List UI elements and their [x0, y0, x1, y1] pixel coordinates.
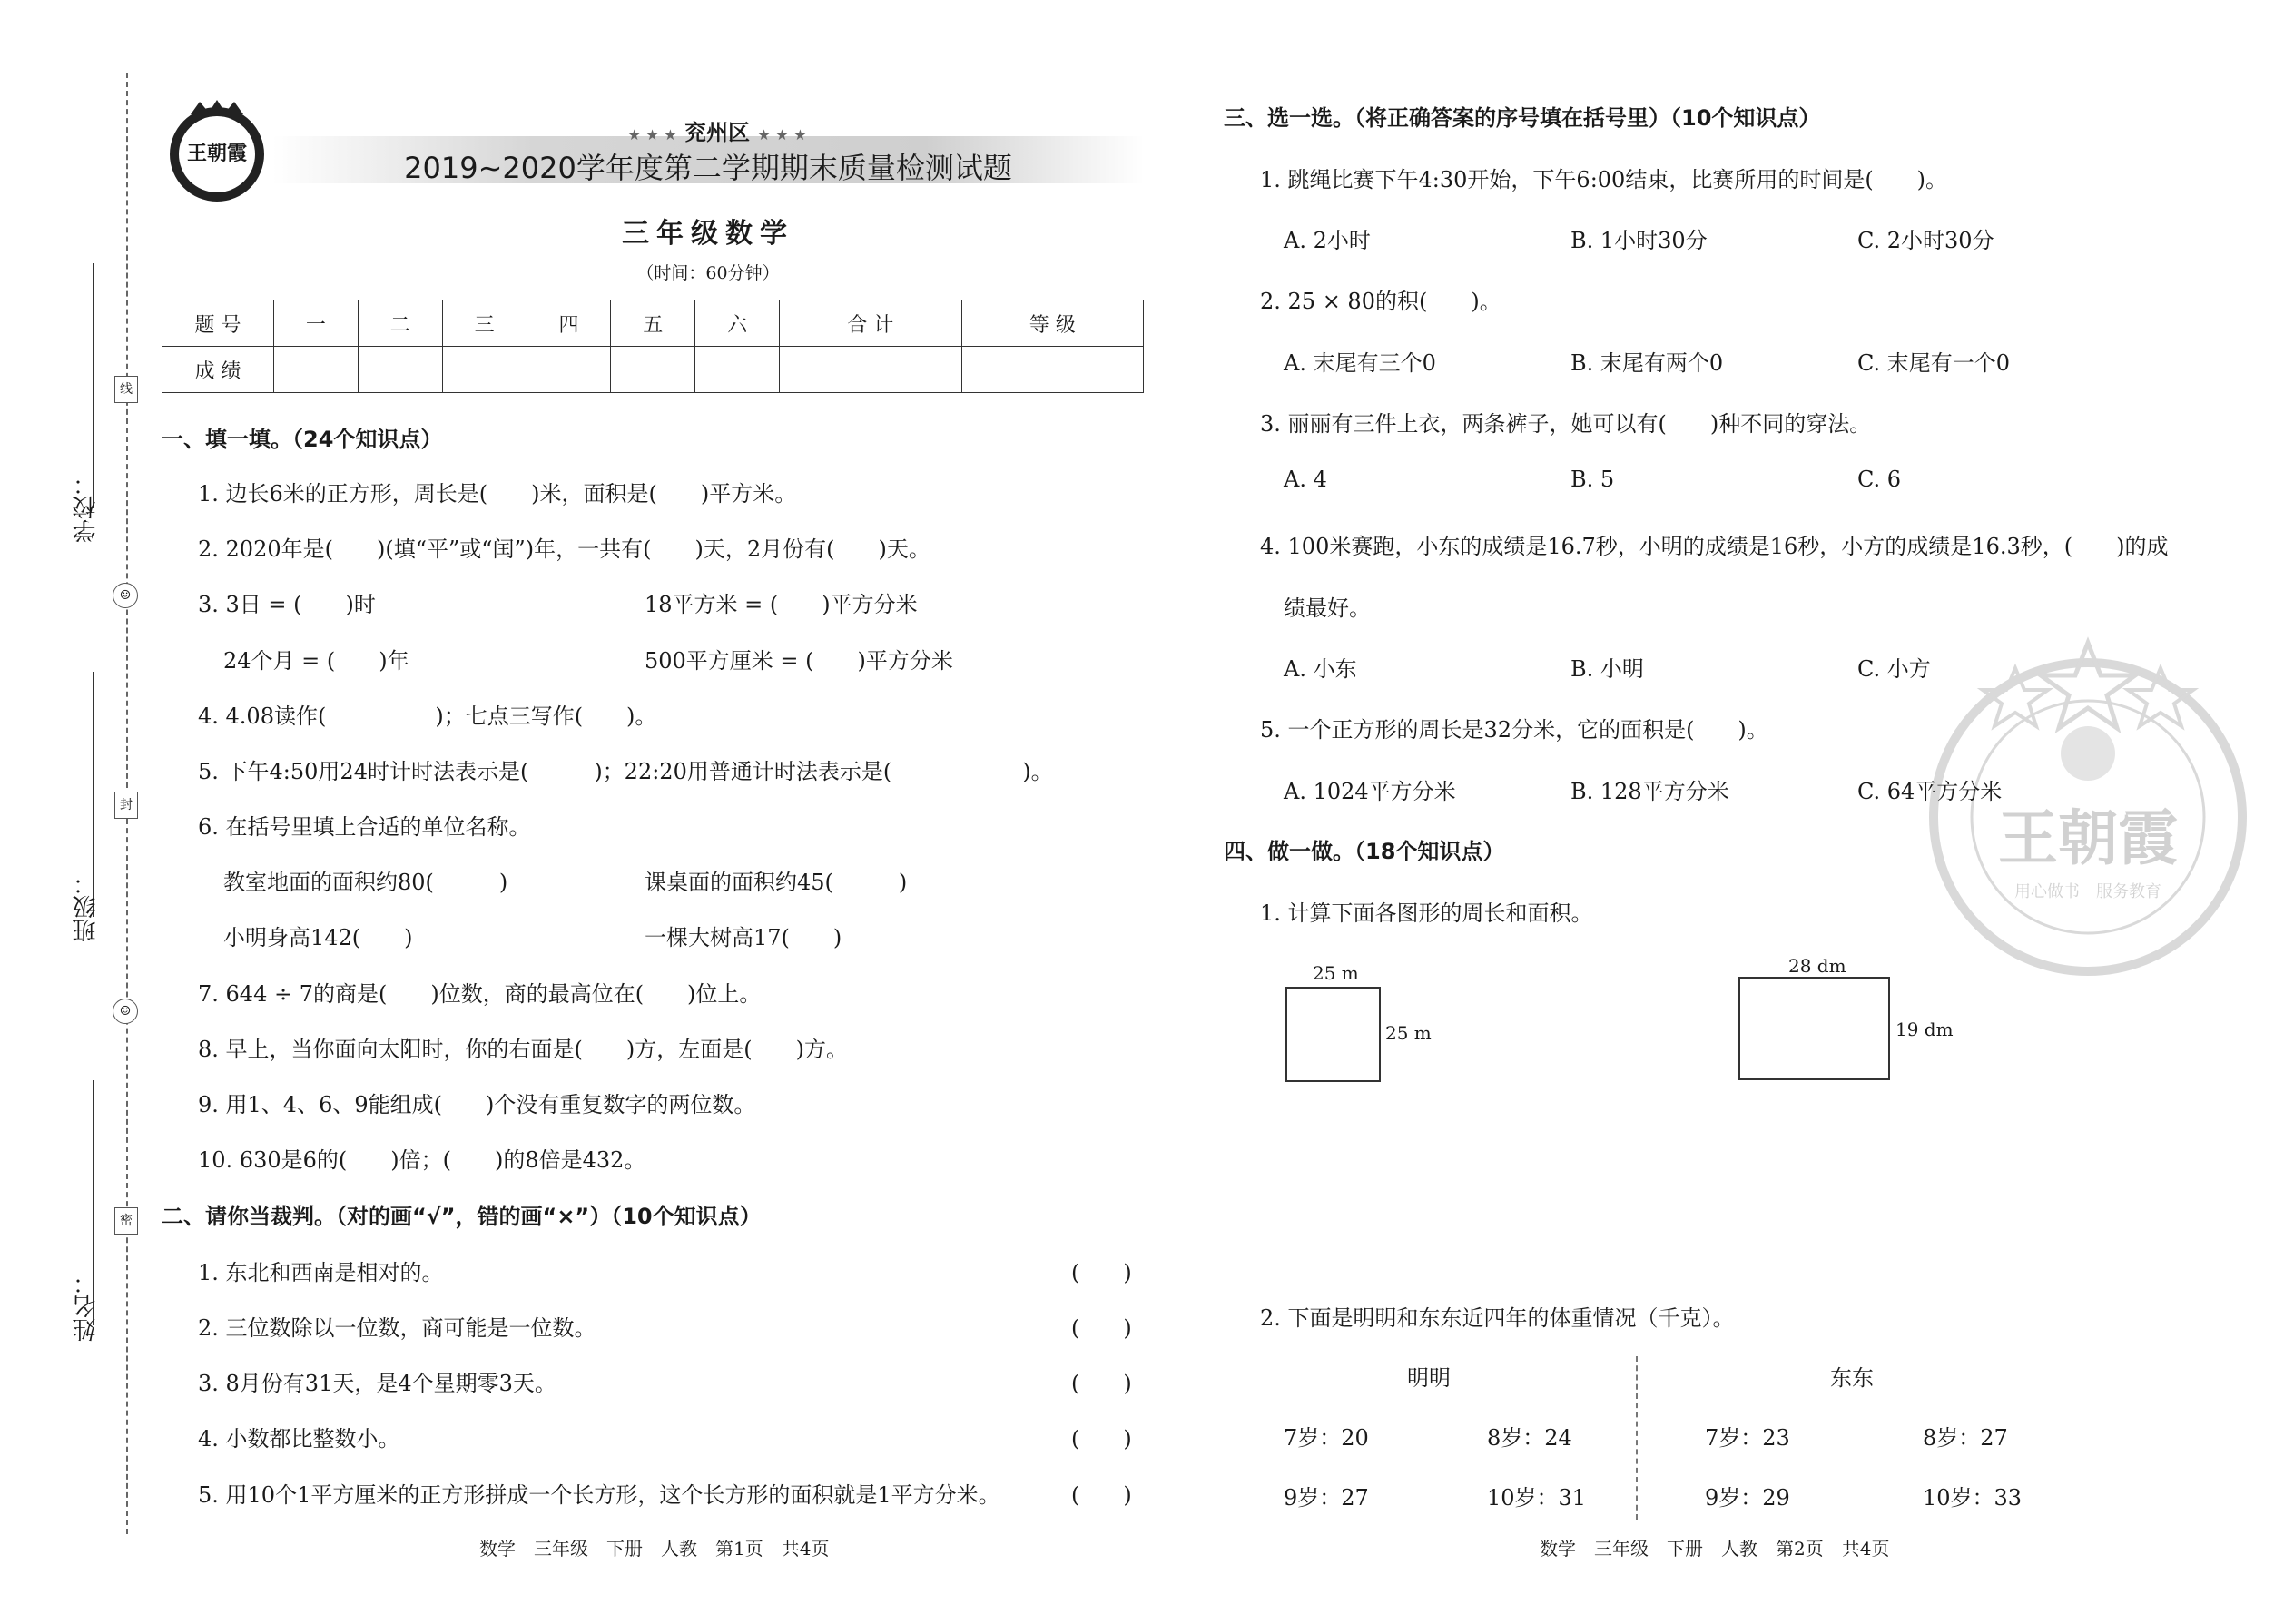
- question-1-2: 2. 2020年是( )(填“平”或“闰”)年，一共有( )天，2月份有( )天。: [198, 536, 930, 562]
- exam-time: （时间：60分钟）: [636, 263, 780, 283]
- score-input-cell[interactable]: [274, 347, 359, 393]
- class-label: 班级：: [73, 871, 100, 942]
- square-side-label: 25 m: [1385, 1022, 1432, 1044]
- publisher-logo: [163, 98, 271, 205]
- mingming-label: 明明: [1407, 1365, 1451, 1391]
- dongdong-weight: 8岁：27: [1923, 1425, 2008, 1451]
- choice-option-a: A. 4: [1284, 467, 1327, 492]
- question-1-6a: 教室地面的面积约80( ): [223, 870, 508, 895]
- choice-option-b: B. 末尾有两个0: [1570, 350, 1724, 376]
- choice-option-c: C. 6: [1857, 467, 1902, 492]
- table-cell: 等 级: [961, 300, 1144, 347]
- weight-divider: [1636, 1356, 1638, 1520]
- section1-title: 一、填一填。（24个知识点）: [162, 427, 443, 452]
- section2-title: 二、请你当裁判。（对的画“√”，错的画“×”）（10个知识点）: [162, 1204, 762, 1229]
- dongdong-label: 东东: [1830, 1365, 1874, 1391]
- judge-item-4: 4. 小数都比整数小。: [198, 1426, 400, 1452]
- choice-option-b: B. 1小时30分: [1570, 228, 1708, 253]
- section4-title: 四、做一做。（18个知识点）: [1224, 839, 1505, 864]
- district-label: ★ ★ ★ 兖州区 ★ ★ ★: [627, 120, 807, 145]
- judge-answer-bracket[interactable]: ( ): [1071, 1482, 1132, 1508]
- name-label: 姓名：: [73, 1271, 100, 1342]
- exam-title: 2019~2020学年度第二学期期末质量检测试题: [404, 151, 1012, 185]
- question-1-5: 5. 下午4:50用24时计时法表示是( )；22:20用普通计时法表示是( )。: [198, 759, 1053, 784]
- square-figure: [1285, 987, 1381, 1082]
- question-1-4: 4. 4.08读作( )；七点三写作( )。: [198, 704, 657, 729]
- table-cell: 二: [358, 300, 442, 347]
- choice-option-b: B. 128平方分米: [1570, 779, 1729, 804]
- score-table: [162, 300, 1144, 393]
- mingming-weight: 9岁：27: [1284, 1485, 1369, 1511]
- question-1-9: 9. 用1、4、6、9能组成( )个没有重复数字的两位数。: [198, 1092, 756, 1117]
- question-4-1: 1. 计算下面各图形的周长和面积。: [1260, 901, 1593, 926]
- table-cell: 四: [527, 300, 611, 347]
- score-input-cell[interactable]: [961, 347, 1144, 393]
- dongdong-weight: 10岁：33: [1923, 1485, 2023, 1511]
- choice-option-a: A. 小东: [1284, 656, 1357, 682]
- question-1-3d: 500平方厘米 = ( )平方分米: [645, 648, 953, 674]
- choice-option-a: A. 1024平方分米: [1284, 779, 1456, 804]
- seal-circle-icon: ☺: [113, 999, 138, 1024]
- choice-option-c: C. 64平方分米: [1857, 779, 2003, 804]
- table-cell: 五: [611, 300, 695, 347]
- watermark-slogan: 用心做书 服务教育: [2014, 882, 2161, 901]
- score-input-cell[interactable]: [695, 347, 780, 393]
- choice-option-c: C. 末尾有一个0: [1857, 350, 2011, 376]
- choice-option-b: B. 5: [1570, 467, 1615, 492]
- judge-answer-bracket[interactable]: ( ): [1071, 1315, 1132, 1341]
- question-1-10: 10. 630是6的( )倍；( )的8倍是432。: [198, 1147, 646, 1173]
- seal-mark-seal: 封: [114, 792, 138, 819]
- district-name: 兖州区: [684, 120, 750, 145]
- score-input-cell[interactable]: [611, 347, 695, 393]
- mingming-weight: 10岁：31: [1487, 1485, 1587, 1511]
- choice-question-1: 1. 跳绳比赛下午4:30开始，下午6:00结束，比赛所用的时间是( )。: [1260, 167, 1948, 192]
- score-input-cell[interactable]: [780, 347, 961, 393]
- choice-option-c: C. 小方: [1857, 656, 1931, 682]
- dongdong-weight: 9岁：29: [1705, 1485, 1790, 1511]
- square-top-label: 25 m: [1313, 962, 1359, 984]
- question-1-3b: 18平方米 = ( )平方分米: [645, 592, 918, 617]
- page-footer-right: 数学 三年级 下册 人教 第2页 共4页: [1540, 1538, 1890, 1560]
- seal-circle-icon: ☺: [113, 583, 138, 608]
- watermark-name: 王朝霞: [1998, 802, 2178, 873]
- table-cell: 合 计: [780, 300, 961, 347]
- rectangle-side-label: 19 dm: [1895, 1019, 1954, 1040]
- judge-item-2: 2. 三位数除以一位数，商可能是一位数。: [198, 1315, 596, 1341]
- question-1-6c: 小明身高142( ): [223, 925, 413, 950]
- table-cell: 六: [695, 300, 780, 347]
- judge-item-3: 3. 8月份有31天，是4个星期零3天。: [198, 1371, 556, 1396]
- question-1-6d: 一棵大树高17( ): [645, 925, 842, 950]
- rectangle-top-label: 28 dm: [1788, 955, 1846, 977]
- subject-title: 三年级数学: [622, 218, 794, 250]
- table-cell: 成 绩: [162, 347, 274, 393]
- judge-item-1: 1. 东北和西南是相对的。: [198, 1260, 444, 1285]
- seal-mark-line: 线: [114, 376, 138, 403]
- mingming-weight: 8岁：24: [1487, 1425, 1572, 1451]
- logo-text: 王朝霞: [186, 142, 247, 165]
- choice-question-2: 2. 25 × 80的积( )。: [1260, 289, 1501, 314]
- score-table-score-row: [162, 347, 1144, 393]
- judge-item-5: 5. 用10个1平方厘米的正方形拼成一个长方形，这个长方形的面积就是1平方分米。: [198, 1482, 1000, 1508]
- question-1-3c: 24个月 = ( )年: [223, 648, 409, 674]
- choice-question-4: 4. 100米赛跑，小东的成绩是16.7秒，小明的成绩是16秒，小方的成绩是16.3秒，( )的成: [1260, 534, 2169, 559]
- choice-question-5: 5. 一个正方形的周长是32分米，它的面积是( )。: [1260, 717, 1768, 743]
- score-table-header-row: [162, 300, 1144, 347]
- section3-title: 三、选一选。（将正确答案的序号填在括号里）（10个知识点）: [1224, 105, 1821, 131]
- table-cell: 题 号: [162, 300, 274, 347]
- choice-option-b: B. 小明: [1570, 656, 1644, 682]
- dongdong-weight: 7岁：23: [1705, 1425, 1790, 1451]
- seal-mark-secret: 密: [114, 1207, 138, 1235]
- mingming-weight: 7岁：20: [1284, 1425, 1369, 1451]
- question-1-3a: 3. 3日 = ( )时: [198, 592, 376, 617]
- question-4-2: 2. 下面是明明和东东近四年的体重情况（千克）。: [1260, 1305, 1735, 1331]
- table-cell: 三: [442, 300, 527, 347]
- question-1-8: 8. 早上，当你面向太阳时，你的右面是( )方，左面是( )方。: [198, 1037, 848, 1062]
- question-1-7: 7. 644 ÷ 7的商是( )位数，商的最高位在( )位上。: [198, 981, 762, 1007]
- choice-question-4-cont: 绩最好。: [1284, 595, 1371, 621]
- page-footer-left: 数学 三年级 下册 人教 第1页 共4页: [479, 1538, 830, 1560]
- judge-answer-bracket[interactable]: ( ): [1071, 1260, 1132, 1285]
- question-1-6: 6. 在括号里填上合适的单位名称。: [198, 814, 531, 840]
- score-input-cell[interactable]: [527, 347, 611, 393]
- choice-option-a: A. 末尾有三个0: [1284, 350, 1436, 376]
- judge-answer-bracket[interactable]: ( ): [1071, 1371, 1132, 1396]
- choice-question-3: 3. 丽丽有三件上衣，两条裤子，她可以有( )种不同的穿法。: [1260, 411, 1872, 437]
- school-label: 学校：: [73, 472, 100, 543]
- score-input-cell[interactable]: [442, 347, 527, 393]
- choice-option-c: C. 2小时30分: [1857, 228, 1994, 253]
- watermark-seal: [1915, 635, 2260, 980]
- choice-option-a: A. 2小时: [1284, 228, 1371, 253]
- score-input-cell[interactable]: [358, 347, 442, 393]
- question-1-1: 1. 边长6米的正方形，周长是( )米，面积是( )平方米。: [198, 481, 797, 507]
- rectangle-figure: [1738, 977, 1890, 1080]
- table-cell: 一: [274, 300, 359, 347]
- question-1-6b: 课桌面的面积约45( ): [645, 870, 908, 895]
- judge-answer-bracket[interactable]: ( ): [1071, 1426, 1132, 1452]
